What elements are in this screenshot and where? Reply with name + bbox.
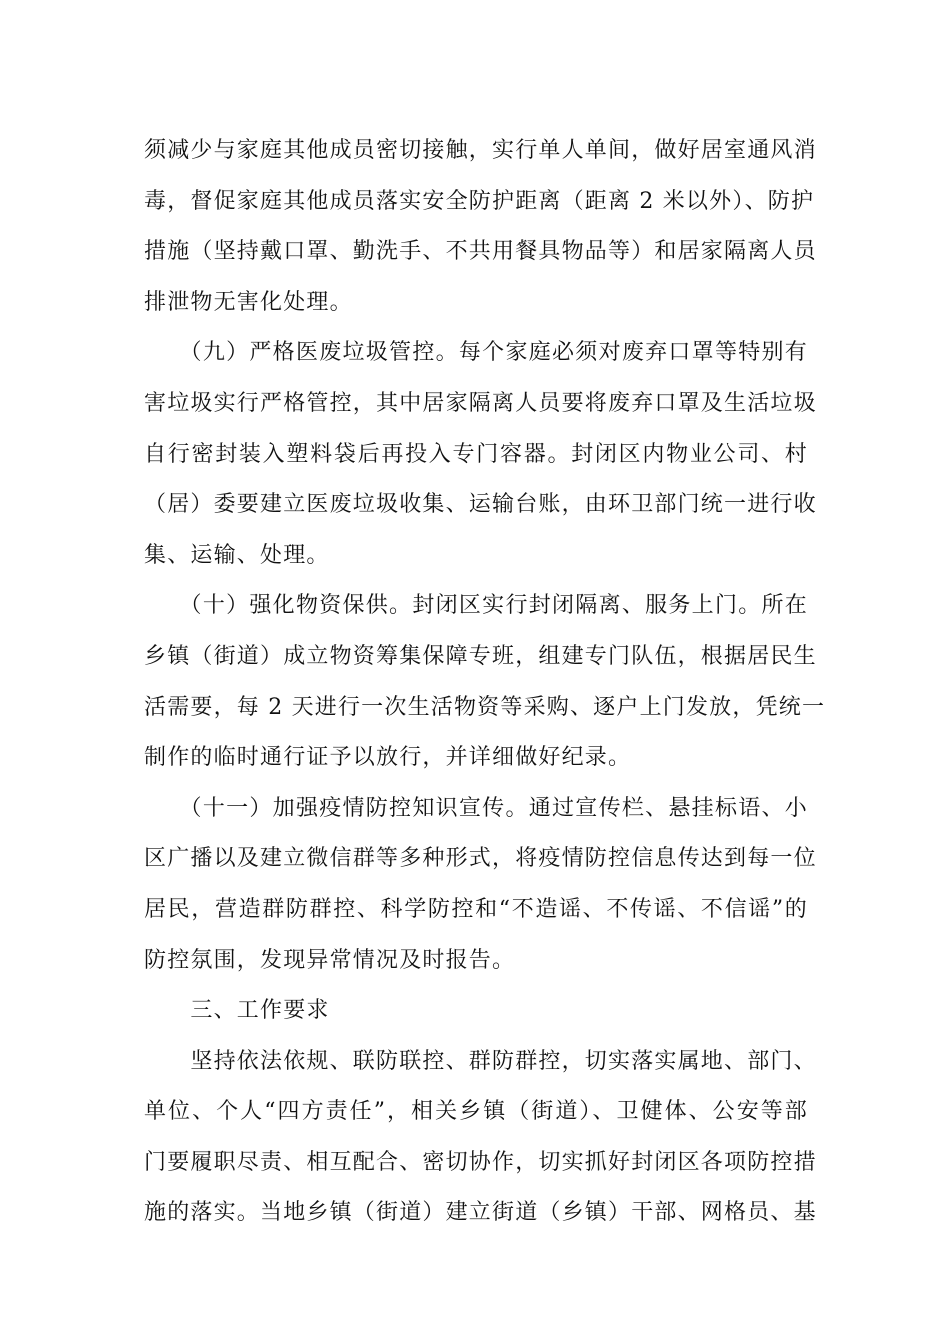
text-line: （十）强化物资保供。封闭区实行封闭隔离、服务上门。所在 [144,593,808,619]
section-heading: 三、工作要求 [144,998,330,1024]
text-line: 坚持依法依规、联防联控、群防群控，切实落实属地、部门、 [144,1048,817,1074]
text-line: （居）委要建立医废垃圾收集、运输台账，由环卫部门统一进行收 [144,492,817,518]
text-line: 施的落实。当地乡镇（街道）建立街道（乡镇）干部、网格员、基 [144,1200,817,1226]
text-line: （十一）加强疫情防控知识宣传。通过宣传栏、悬挂标语、小 [144,795,808,821]
text-line: 制作的临时通行证予以放行，并详细做好纪录。 [144,745,632,771]
text-line: 活需要，每 2 天进行一次生活物资等采购、逐户上门发放，凭统一 [144,694,826,720]
text-line: 区广播以及建立微信群等多种形式，将疫情防控信息传达到每一位 [144,846,817,872]
text-line: 害垃圾实行严格管控，其中居家隔离人员要将废弃口罩及生活垃圾 [144,390,817,416]
text-line: 措施（坚持戴口罩、勤洗手、不共用餐具物品等）和居家隔离人员 [144,239,817,265]
text-line: 门要履职尽责、相互配合、密切协作，切实抓好封闭区各项防控措 [144,1149,817,1175]
text-line: （九）严格医废垃圾管控。每个家庭必须对废弃口罩等特别有 [144,340,808,366]
text-line: 自行密封装入塑料袋后再投入专门容器。封闭区内物业公司、村 [144,441,808,467]
text-line: 排泄物无害化处理。 [144,289,353,315]
text-line: 防控氛围，发现异常情况及时报告。 [144,947,516,973]
text-line: 乡镇（街道）成立物资筹集保障专班，组建专门队伍，根据居民生 [144,643,817,669]
text-line: 毒，督促家庭其他成员落实安全防护距离（距离 2 米以外）、防护 [144,188,815,214]
text-line: 单位、个人“四方责任”，相关乡镇（街道）、卫健体、公安等部 [144,1099,808,1125]
text-line: 集、运输、处理。 [144,542,330,568]
text-line: 须减少与家庭其他成员密切接触，实行单人单间，做好居室通风消 [144,138,817,163]
text-line: 居民，营造群防群控、科学防控和“不造谣、不传谣、不信谣”的 [144,896,808,922]
document-body [144,126,826,1239]
